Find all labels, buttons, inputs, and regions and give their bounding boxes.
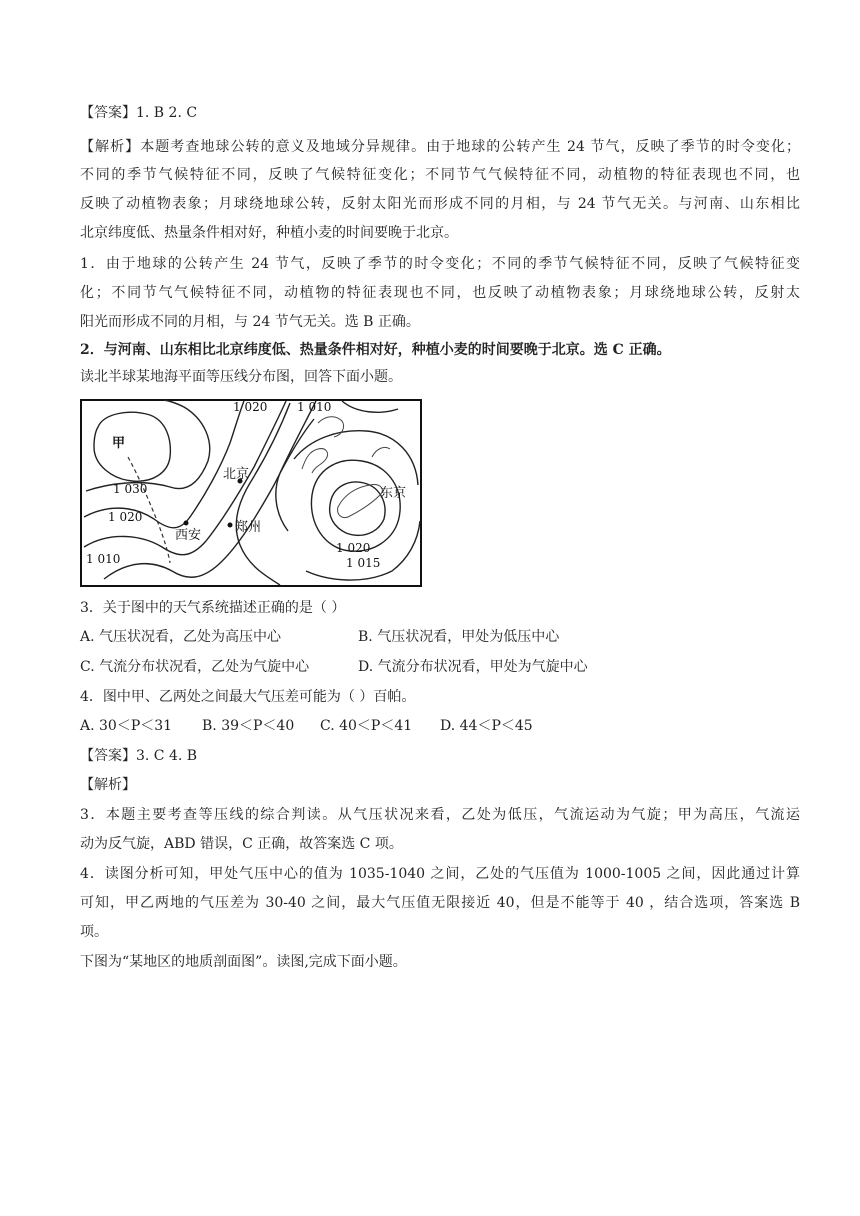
isobar-map-figure xyxy=(80,399,422,587)
label-1020-top: 1 020 xyxy=(233,400,268,414)
explanation-4-line-3: 项。 xyxy=(80,924,108,940)
label-1010-top: 1 010 xyxy=(297,400,332,414)
question-3-option-a: A. 气压状况看，乙处为高压中心 xyxy=(80,629,282,645)
next-question-intro: 下图为“某地区的地质剖面图”。读图,完成下面小题。 xyxy=(80,954,407,970)
question-4-option-a: A. 30＜P＜31 xyxy=(80,718,173,734)
label-1020-br: 1 020 xyxy=(336,541,371,555)
explanation-3-line-1: 3．本题主要考查等压线的综合判读。从气压状况来看，乙处为低压，气流运动为气旋；甲为高压，气流运 xyxy=(80,807,800,823)
isobar-map xyxy=(80,399,422,587)
label-1015: 1 015 xyxy=(346,556,381,570)
explanation-heading: 【解析】 xyxy=(80,777,136,793)
map-question-intro: 读北半球某地海平面等压线分布图，回答下面小题。 xyxy=(80,369,402,385)
explanation-3-line-2: 动为反气旋，ABD 错误，C 正确，故答案选 C 项。 xyxy=(80,836,403,852)
label-xian: 西安 xyxy=(175,528,202,543)
label-zhengzhou: 郑州 xyxy=(235,520,262,535)
explanation-1-line-3: 阳光而形成不同的月相，与 24 节气无关。选 B 正确。 xyxy=(80,314,420,330)
label-jia: 甲 xyxy=(112,436,126,451)
label-beijing: 北京 xyxy=(223,467,250,482)
zhengzhou-dot xyxy=(228,523,233,528)
question-3-option-c: C. 气流分布状况看，乙处为气旋中心 xyxy=(80,659,310,675)
explanation-paragraph-line-2: 不同的季节气候特征不同，反映了气候特征变化；不同节气气候特征不同，动植物的特征表现也不同，也 xyxy=(80,167,800,183)
explanation-paragraph-line-4: 北京纬度低、热量条件相对好，种植小麦的时间要晚于北京。 xyxy=(80,225,458,241)
explanation-paragraph-line-1: 【解析】本题考查地球公转的意义及地域分异规律。由于地球的公转产生 24 节气，反映了季节的时令变化； xyxy=(80,139,800,155)
label-1030: 1 030 xyxy=(113,482,148,496)
label-1020-left: 1 020 xyxy=(108,510,143,524)
question-4-option-b: B. 39＜P＜40 xyxy=(202,718,295,734)
question-4-option-d: D. 44＜P＜45 xyxy=(440,718,533,734)
question-4-option-c: C. 40＜P＜41 xyxy=(320,718,413,734)
question-3-option-d: D. 气流分布状况看，甲处为气旋中心 xyxy=(358,659,588,675)
question-3-option-b: B. 气压状况看，甲处为低压中心 xyxy=(358,629,560,645)
label-1010-bl: 1 010 xyxy=(86,552,121,566)
explanation-paragraph-line-3: 反映了动植物表象；月球绕地球公转，反射太阳光而形成不同的月相，与 24 节气无关。与河南、山东相比 xyxy=(80,196,800,212)
question-3: 3．关于图中的天气系统描述正确的是（ ） xyxy=(80,600,346,616)
label-dongjing: 东京 xyxy=(380,486,407,501)
answer-3-4: 【答案】3. C 4. B xyxy=(80,748,198,764)
answer-1-2: 【答案】1. B 2. C xyxy=(80,105,198,121)
question-4: 4．图中甲、乙两处之间最大气压差可能为（ ）百帕。 xyxy=(80,689,416,705)
xian-dot xyxy=(184,521,189,526)
explanation-2: 2．与河南、山东相比北京纬度低、热量条件相对好，种植小麦的时间要晚于北京。选 C 正确。 xyxy=(80,342,671,358)
explanation-4-line-1: 4．读图分析可知，甲处气压中心的值为 1035-1040 之间，乙处的气压值为 1000-1005 之间，因此通过计算 xyxy=(80,866,800,882)
explanation-4-line-2: 可知，甲乙两地的气压差为 30-40 之间，最大气压值无限接近 40，但是不能等于 40 ，结合选项，答案选 B xyxy=(80,895,800,911)
explanation-1-line-2: 化；不同节气气候特征不同，动植物的特征表现也不同，也反映了动植物表象；月球绕地球公转，反射太 xyxy=(80,285,800,301)
explanation-1-line-1: 1．由于地球的公转产生 24 节气，反映了季节的时令变化；不同的季节气候特征不同，反映了气候特征变 xyxy=(80,256,800,272)
